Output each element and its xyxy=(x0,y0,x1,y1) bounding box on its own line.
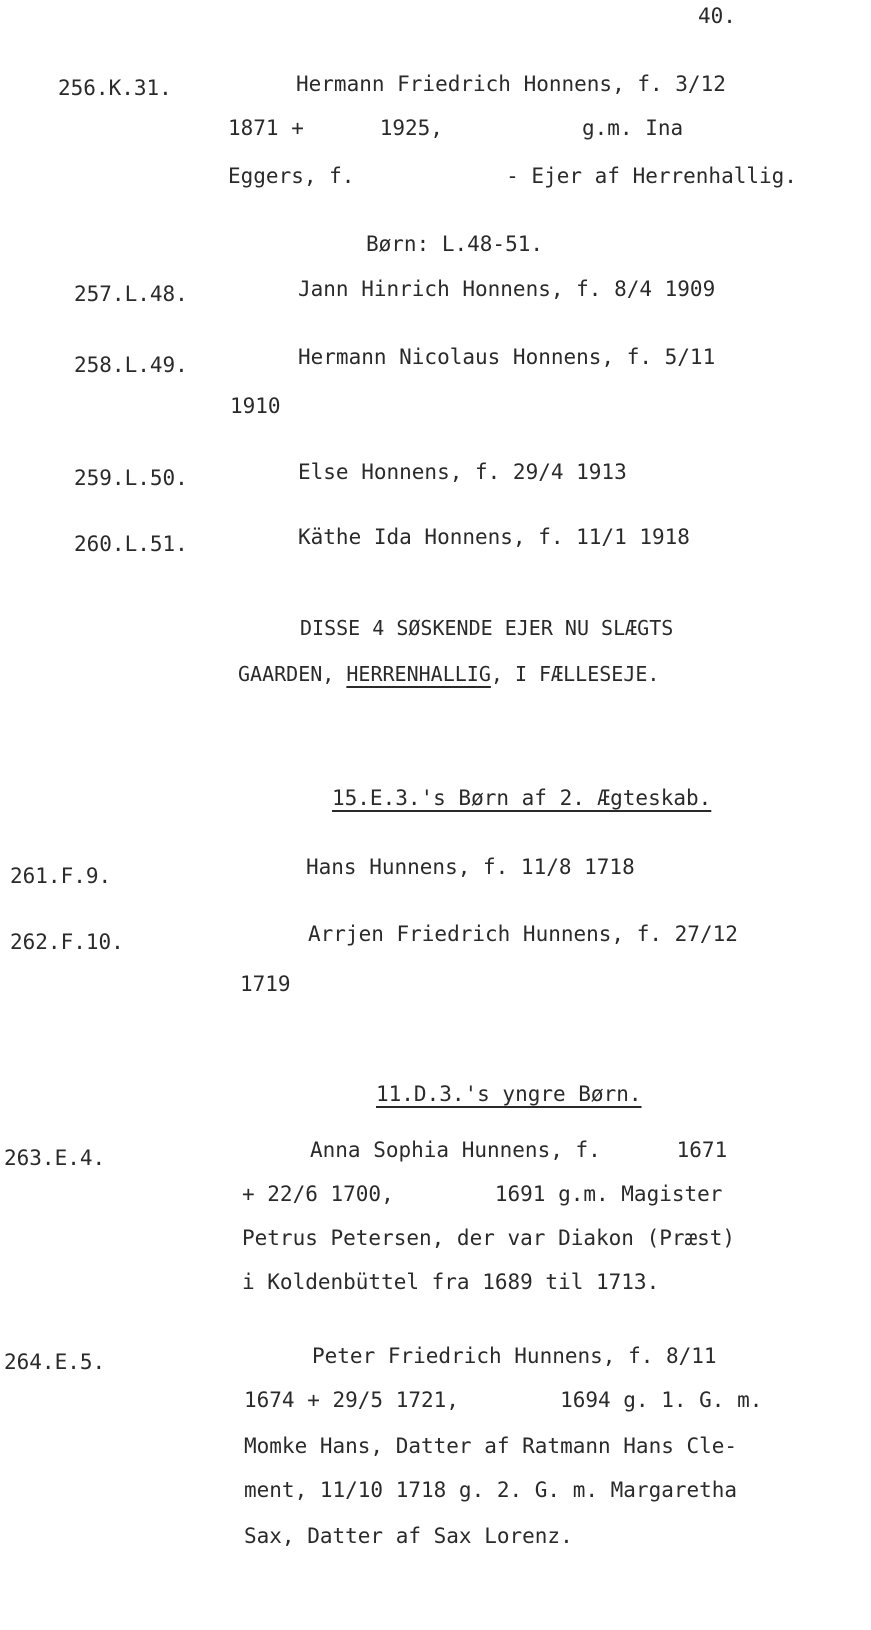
entry-line: Anna Sophia Hunnens, f. 1671 xyxy=(310,1138,728,1162)
entry-line: Hermann Friedrich Honnens, f. 3/12 xyxy=(296,72,726,96)
section-heading-e: 11.D.3.'s yngre Børn. xyxy=(376,1082,642,1106)
entry-id: 257.L.48. xyxy=(74,282,188,306)
entry-line: Käthe Ida Honnens, f. 11/1 1918 xyxy=(298,525,690,549)
entry-line: Arrjen Friedrich Hunnens, f. 27/12 xyxy=(308,922,738,946)
entry-line: Hermann Nicolaus Honnens, f. 5/11 xyxy=(298,345,716,369)
entry-id: 262.F.10. xyxy=(10,930,124,954)
children-heading: Børn: L.48-51. xyxy=(366,232,544,256)
entry-line: 1719 xyxy=(240,972,291,996)
entry-line: Eggers, f. - Ejer af Herrenhallig. xyxy=(228,164,797,188)
entry-line: Momke Hans, Datter af Ratmann Hans Cle- xyxy=(244,1434,738,1458)
entry-id: 261.F.9. xyxy=(10,864,112,888)
page-number: 40. xyxy=(698,4,736,28)
entry-line: Petrus Petersen, der var Diakon (Præst) xyxy=(242,1226,736,1250)
entry-line: Sax, Datter af Sax Lorenz. xyxy=(244,1524,573,1548)
entry-line: i Koldenbüttel fra 1689 til 1713. xyxy=(242,1270,660,1294)
entry-id: 264.E.5. xyxy=(4,1350,106,1374)
entry-line: Else Honnens, f. 29/4 1913 xyxy=(298,460,627,484)
entry-id: 260.L.51. xyxy=(74,532,188,556)
note-line-2 xyxy=(238,664,659,684)
note-text: , I FÆLLESEJE. xyxy=(490,662,660,686)
entry-id: 258.L.49. xyxy=(74,353,188,377)
section-heading-f: 15.E.3.'s Børn af 2. Ægteskab. xyxy=(332,786,712,810)
entry-line: 1674 + 29/5 1721, 1694 g. 1. G. m. xyxy=(244,1388,763,1412)
note-text: GAARDEN, xyxy=(238,662,347,686)
entry-line: 1871 + 1925, g.m. Ina xyxy=(228,116,684,140)
entry-line: Jann Hinrich Honnens, f. 8/4 1909 xyxy=(298,277,716,301)
entry-line: ment, 11/10 1718 g. 2. G. m. Margaretha xyxy=(244,1478,738,1502)
entry-line: Peter Friedrich Hunnens, f. 8/11 xyxy=(312,1344,717,1368)
entry-line: + 22/6 1700, 1691 g.m. Magister xyxy=(242,1182,723,1206)
entry-id: 263.E.4. xyxy=(4,1146,106,1170)
entry-id: 256.K.31. xyxy=(58,76,172,100)
entry-line: Hans Hunnens, f. 11/8 1718 xyxy=(306,855,635,879)
entry-id: 259.L.50. xyxy=(74,466,188,490)
note-line-1: DISSE 4 SØSKENDE EJER NU SLÆGTS xyxy=(300,616,674,640)
note-underlined-text: HERRENHALLIG xyxy=(346,662,491,686)
entry-line: 1910 xyxy=(230,394,281,418)
